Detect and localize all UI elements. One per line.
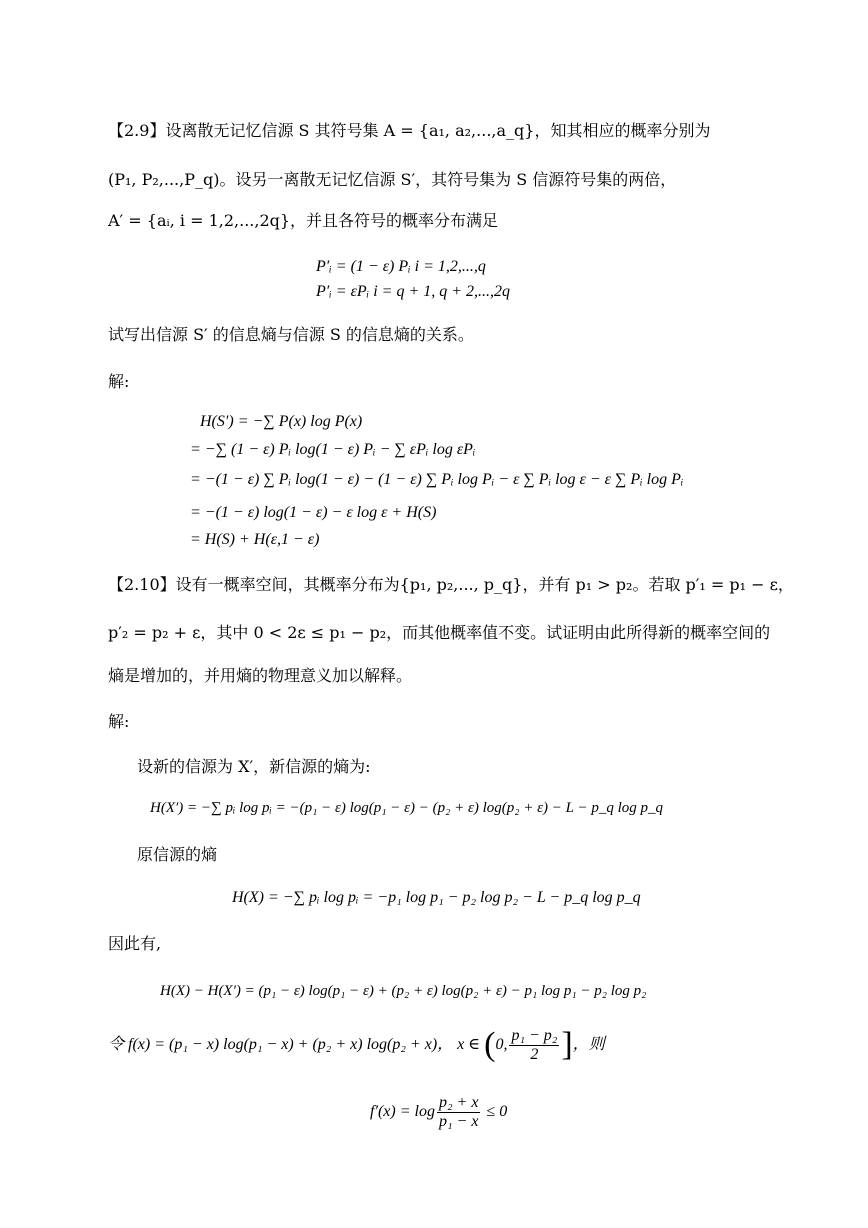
- problem-2-10-line-2: p′₂ = p₂ + ε，其中 0 < 2ε ≤ p₁ − p₂，而其他概率值不变。试证明由此所得新的概率空间的: [108, 623, 771, 642]
- solution-2-original-label: 原信源的熵: [137, 845, 218, 864]
- solution-2-original-entropy: H(X) = −∑ pᵢ log pᵢ = −p₁ log p₁ − p₂ log p₂ − L − p_q log p_q: [232, 889, 641, 906]
- interval-open-bracket: (: [484, 1026, 496, 1064]
- solution-2-intro: 设新的信源为 X′，新信源的熵为:: [137, 757, 371, 776]
- problem-2-9-line-3: A′ = {aᵢ, i = 1,2,...,2q}，并且各符号的概率分布满足: [108, 211, 499, 230]
- interval-denominator: 2: [530, 1045, 539, 1063]
- derivative-numerator: p₂ + x: [438, 1093, 479, 1111]
- interval-fraction: [509, 1027, 559, 1064]
- problem-2-9-line-2: (P₁, P₂,...,P_q)。设另一离散无记忆信源 S′，其符号集为 S 信源符号集的两倍，: [108, 170, 677, 189]
- interval-close-bracket: ]: [561, 1026, 573, 1064]
- solution-2-derivative: [370, 1092, 507, 1132]
- problem-2-9-equation-2: P′ᵢ = εPᵢ i = q + 1, q + 2,...,2q: [316, 283, 511, 300]
- solution-1-step-4: = −(1 − ε) log(1 − ε) − ε log ε + H(S): [190, 504, 437, 521]
- solution-2-new-entropy: H(X′) = −∑ pᵢ log pᵢ = −(p₁ − ε) log(p₁ − ε) − (p₂ + ε) log(p₂ + ε) − L − p_q log p_q: [150, 800, 664, 816]
- solution-1-step-1: H(S′) = −∑ P(x) log P(x): [200, 413, 363, 430]
- problem-2-9-equation-1: P′ᵢ = (1 − ε) Pᵢ i = 1,2,...,q: [316, 258, 486, 275]
- interval-numerator: p₁ − p₂: [511, 1026, 558, 1044]
- solution-2-therefore: 因此有,: [108, 934, 162, 953]
- derivative-prefix: f′(x) = log: [370, 1103, 435, 1120]
- interval-left-bound: 0,: [495, 1036, 508, 1053]
- problem-2-10-line-1: 【2.10】设有一概率空间，其概率分布为{p₁, p₂,..., p_q}，并有 p₁ > p₂。若取 p′₁ = p₁ − ε，: [108, 575, 794, 594]
- derivative-denominator: p₁ − x: [438, 1112, 479, 1130]
- problem-2-10-line-3: 熵是增加的，并用熵的物理意义加以解释。: [108, 666, 413, 685]
- solution-1-label: 解:: [108, 372, 130, 391]
- solution-1-step-2: = −∑ (1 − ε) Pᵢ log(1 − ε) Pᵢ − ∑ εPᵢ log εPᵢ: [190, 441, 476, 458]
- definition-suffix: ，则: [572, 1036, 605, 1053]
- solution-1-step-5: = H(S) + H(ε,1 − ε): [190, 531, 320, 548]
- problem-2-9-line-1: 【2.9】设离散无记忆信源 S 其符号集 A = {a₁, a₂,...,a_q}，知其相应的概率分别为: [108, 121, 711, 140]
- solution-1-step-3: = −(1 − ε) ∑ Pᵢ log(1 − ε) − (1 − ε) ∑ Pᵢ log Pᵢ − ε ∑ Pᵢ log ε − ε ∑ Pᵢ log Pᵢ: [190, 471, 684, 488]
- solution-2-label: 解:: [108, 712, 130, 731]
- solution-2-difference: H(X) − H(X′) = (p₁ − ε) log(p₁ − ε) + (p₂ + ε) log(p₂ + ε) − p₁ log p₁ − p₂ log p₂: [160, 983, 647, 999]
- solution-2-definition: [108, 1025, 605, 1065]
- derivative-fraction: [437, 1094, 480, 1131]
- problem-2-9-question: 试写出信源 S′ 的信息熵与信源 S 的信息熵的关系。: [108, 325, 474, 344]
- definition-prefix: 令 f(x) = (p₁ − x) log(p₁ − x) + (p₂ + x) log(p₂ + x)， x ∈: [108, 1036, 481, 1053]
- derivative-suffix: ≤ 0: [486, 1103, 508, 1120]
